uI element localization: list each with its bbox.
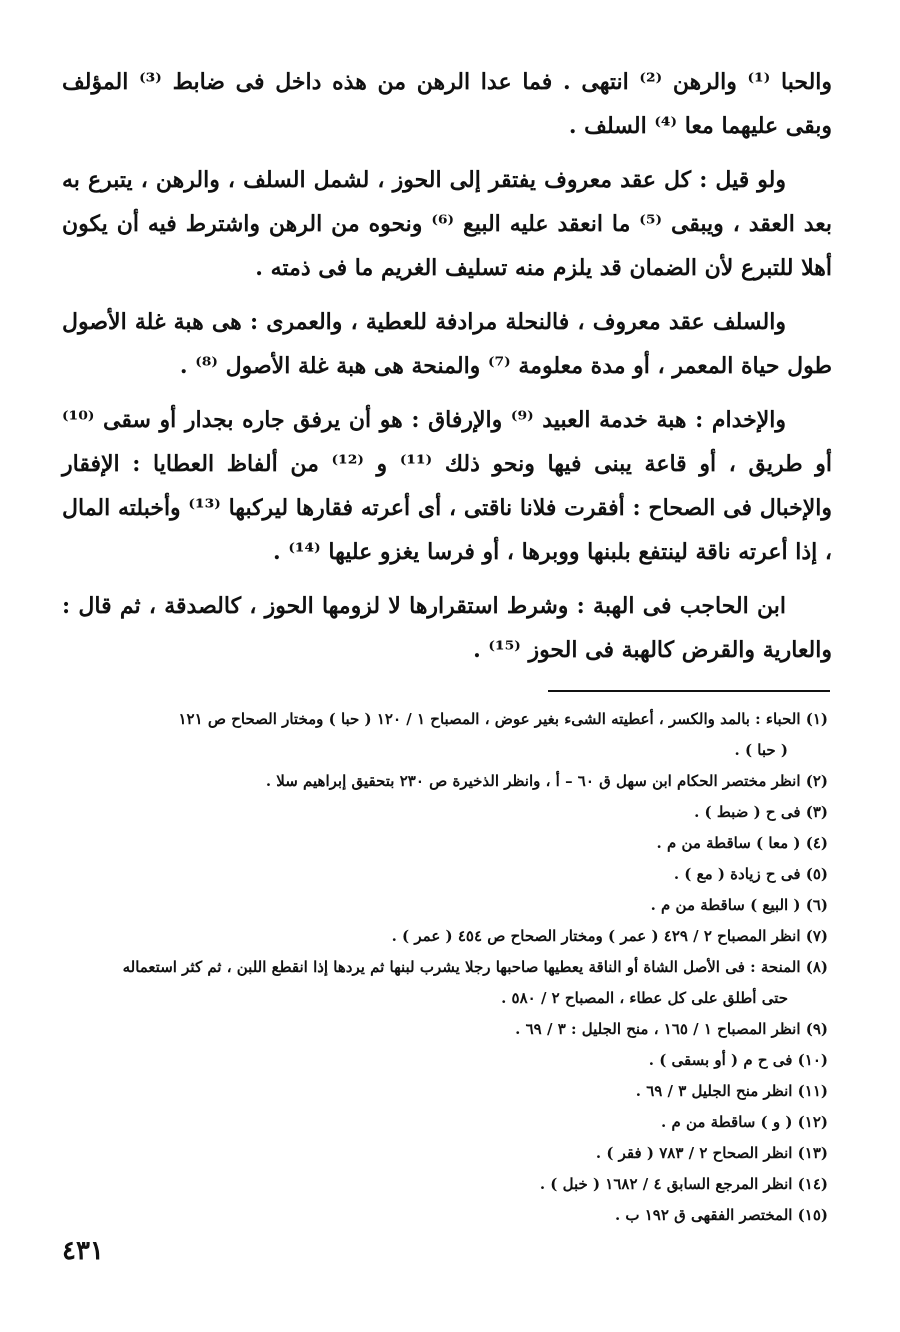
footnote-7: (٧) انظر المصباح ٢ / ٤٢٩ ( عمر ) ومختار الصحاح ص ٤٥٤ ( عمر ) . <box>391 927 828 945</box>
footnote-continuation: حتى أطلق على كل عطاء ، المصباح ٢ / ٥٨٠ . <box>501 989 788 1007</box>
footnote-continuation: ( حبا ) . <box>734 741 788 759</box>
footnote-text: (١) الحباء : بالمد والكسر ، أعطيته الشىء بغير عوض ، المصباح ١ / ١٢٠ ( حبا ) ومختار الصحاح ص ١٢١ <box>178 710 828 728</box>
page-number: ٤٣١ <box>62 1236 104 1266</box>
footnote-14: (١٤) انظر المرجع السابق ٤ / ١٦٨٢ ( خبل ) . <box>539 1175 828 1193</box>
paragraph: والحبا ⁽¹⁾ والرهن ⁽²⁾ انتهى . فما عدا الرهن من هذه داخل فى ضابط ⁽³⁾ المؤلف وبقى عليهما معا ⁽⁴⁾ السلف . <box>62 69 833 139</box>
footnote-15: (١٥) المختصر الفقهى ق ١٩٢ ب . <box>614 1206 828 1224</box>
footnote-2: (٢) انظر مختصر الحكام ابن سهل ق ٦٠ – أ ، وانظر الذخيرة ص ٢٣٠ بتحقيق إبراهيم سلا . <box>265 772 828 790</box>
footnote-separator <box>548 690 830 692</box>
main-text <box>62 60 832 682</box>
paragraph: والسلف عقد معروف ، فالنحلة مرادفة للعطية ، والعمرى : هى هبة غلة الأصول طول حياة المعمر ، أو مدة معلومة ⁽⁷⁾ والمنحة هى هبة غلة الأصول ⁽⁸⁾ . <box>62 309 832 379</box>
footnotes <box>56 704 828 1231</box>
footnote-13: (١٣) انظر الصحاح ٢ / ٧٨٣ ( فقر ) . <box>595 1144 828 1162</box>
footnote-3: (٣) فى ح ( ضبط ) . <box>694 803 828 821</box>
paragraph: ابن الحاجب فى الهبة : وشرط استقرارها لا لزومها الحوز ، كالصدقة ، ثم قال : والعارية والقرض كالهبة فى الحوز ⁽¹⁵⁾ . <box>62 593 832 663</box>
footnote-1 <box>56 704 828 766</box>
footnote-10: (١٠) فى ح م ( أو بسقى ) . <box>648 1051 828 1069</box>
footnote-12: (١٢) ( و ) ساقطة من م . <box>661 1113 828 1131</box>
footnote-9: (٩) انظر المصباح ١ / ١٦٥ ، منح الجليل : ٣ / ٦٩ . <box>515 1020 828 1038</box>
footnote-5: (٥) فى ح زيادة ( مع ) . <box>673 865 828 883</box>
paragraph: والإخدام : هبة خدمة العبيد ⁽⁹⁾ والإرفاق : هو أن يرفق جاره بجدار أو سقى ⁽¹⁰⁾ أو طريق ، أو قاعة يبنى فيها ونحو ذلك ⁽¹¹⁾ و ⁽¹²⁾ من ألفاظ العطايا : الإفقار والإخبال فى الصحاح : أفقرت فلانا ناقتى ، أى أعرته فقارها ليركبها ⁽¹³⁾ وأخبلته المال ، إذا أعرته ناقة لينتفع بلبنها ووبرها ، أو فرسا يغزو عليها ⁽¹⁴⁾ . <box>62 407 832 565</box>
footnote-6: (٦) ( البيع ) ساقطة من م . <box>650 896 828 914</box>
footnote-8 <box>56 952 828 1014</box>
footnote-4: (٤) ( معا ) ساقطة من م . <box>656 834 828 852</box>
paragraph: ولو قيل : كل عقد معروف يفتقر إلى الحوز ، لشمل السلف ، والرهن ، يتبرع به بعد العقد ، ويبقى ⁽⁵⁾ ما انعقد عليه البيع ⁽⁶⁾ ونحوه من الرهن واشترط فيه أن يكون أهلا للتبرع لأن الضمان قد يلزم منه تسليف الغريم ما فى ذمته . <box>62 167 833 281</box>
footnote-text: (٨) المنحة : فى الأصل الشاة أو الناقة يعطيها صاحبها رجلا يشرب لبنها ثم يردها إذا انقطع اللبن ، ثم كثر استعماله <box>122 958 828 976</box>
footnote-11: (١١) انظر منح الجليل ٣ / ٦٩ . <box>635 1082 828 1100</box>
